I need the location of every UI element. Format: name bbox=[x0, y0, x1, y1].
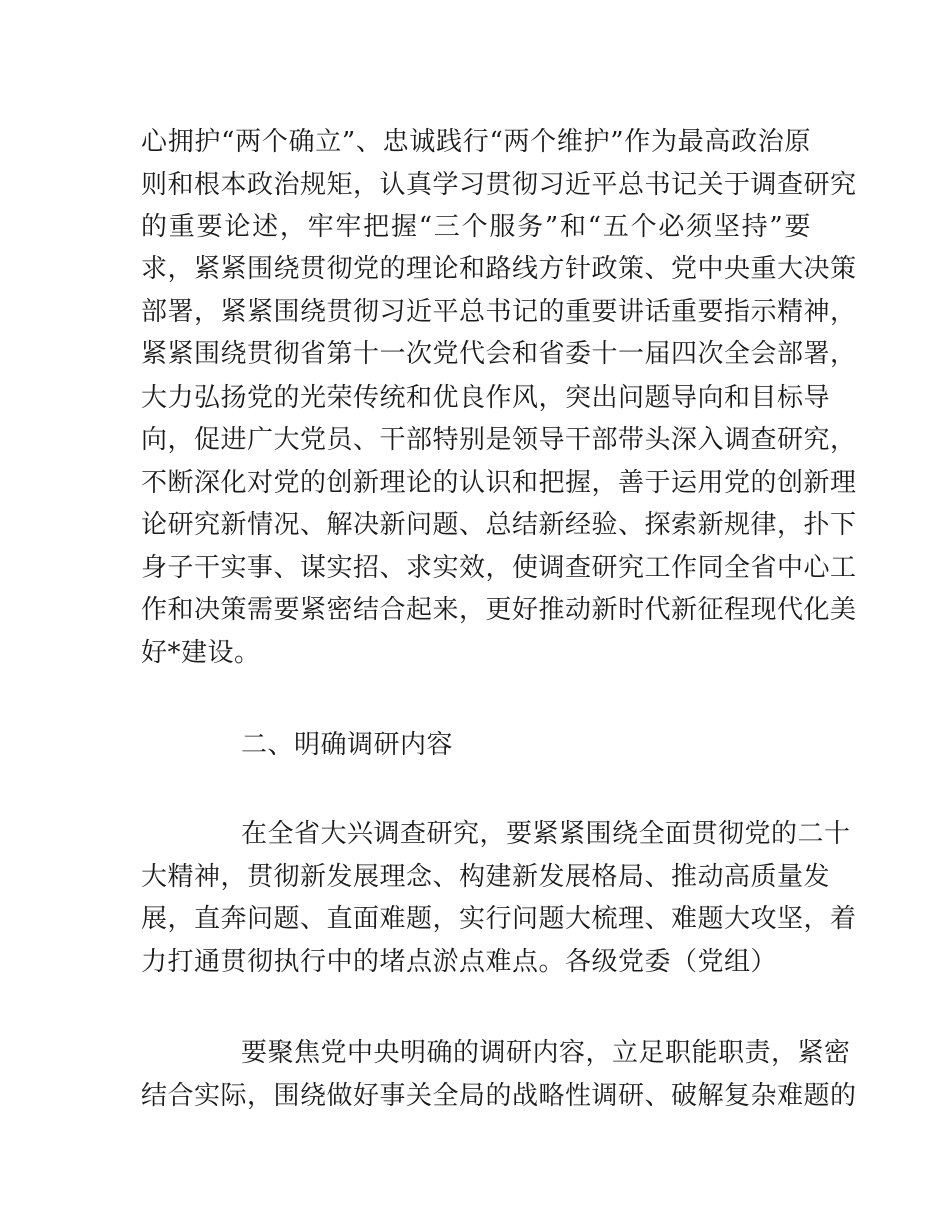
paragraph-line: 的重要论述，牢牢把握“三个服务”和“五个必须坚持”要 bbox=[141, 212, 811, 242]
paragraph-line: 作和决策需要紧密结合起来，更好推动新时代新征程现代化美 bbox=[141, 595, 857, 625]
paragraph-line: 展，直奔问题、直面难题，实行问题大梳理、难题大攻坚，着 bbox=[141, 904, 857, 934]
paragraph-line: 部署，紧紧围绕贯彻习近平总书记的重要讲话重要指示精神， bbox=[141, 297, 857, 327]
paragraph-line: 求，紧紧围绕贯彻党的理论和路线方针政策、党中央重大决策 bbox=[141, 254, 857, 284]
paragraph-line: 在全省大兴调查研究，要紧紧围绕全面贯彻党的二十 bbox=[241, 819, 851, 849]
paragraph-line: 大精神，贯彻新发展理念、构建新发展格局、推动高质量发 bbox=[141, 862, 831, 892]
paragraph-line: 好*建设。 bbox=[141, 638, 261, 668]
paragraph-line: 力打通贯彻执行中的堵点淤点难点。各级党委（党组） bbox=[141, 947, 778, 977]
paragraph-line: 心拥护“两个确立”、忠诚践行“两个维护”作为最高政治原 bbox=[141, 127, 811, 157]
paragraph-line: 紧紧围绕贯彻省第十一次党代会和省委十一届四次全会部署， bbox=[141, 339, 857, 369]
section-heading: 二、明确调研内容 bbox=[241, 730, 454, 760]
paragraph-line: 要聚焦党中央明确的调研内容，立足职能职责，紧密 bbox=[241, 1038, 851, 1068]
paragraph-line: 论研究新情况、解决新问题、总结新经验、探索新规律，扑下 bbox=[141, 510, 857, 540]
paragraph-line: 向，促进广大党员、干部特别是领导干部带头深入调查研究， bbox=[141, 425, 857, 455]
paragraph-line: 则和根本政治规矩，认真学习贯彻习近平总书记关于调查研究 bbox=[141, 170, 857, 200]
paragraph-line: 身子干实事、谋实招、求实效，使调查研究工作同全省中心工 bbox=[141, 553, 857, 583]
paragraph-line: 大力弘扬党的光荣传统和优良作风，突出问题导向和目标导 bbox=[141, 383, 831, 413]
paragraph-line: 不断深化对党的创新理论的认识和把握，善于运用党的创新理 bbox=[141, 468, 857, 498]
paragraph-line: 结合实际，围绕做好事关全局的战略性调研、破解复杂难题的 bbox=[141, 1081, 857, 1111]
